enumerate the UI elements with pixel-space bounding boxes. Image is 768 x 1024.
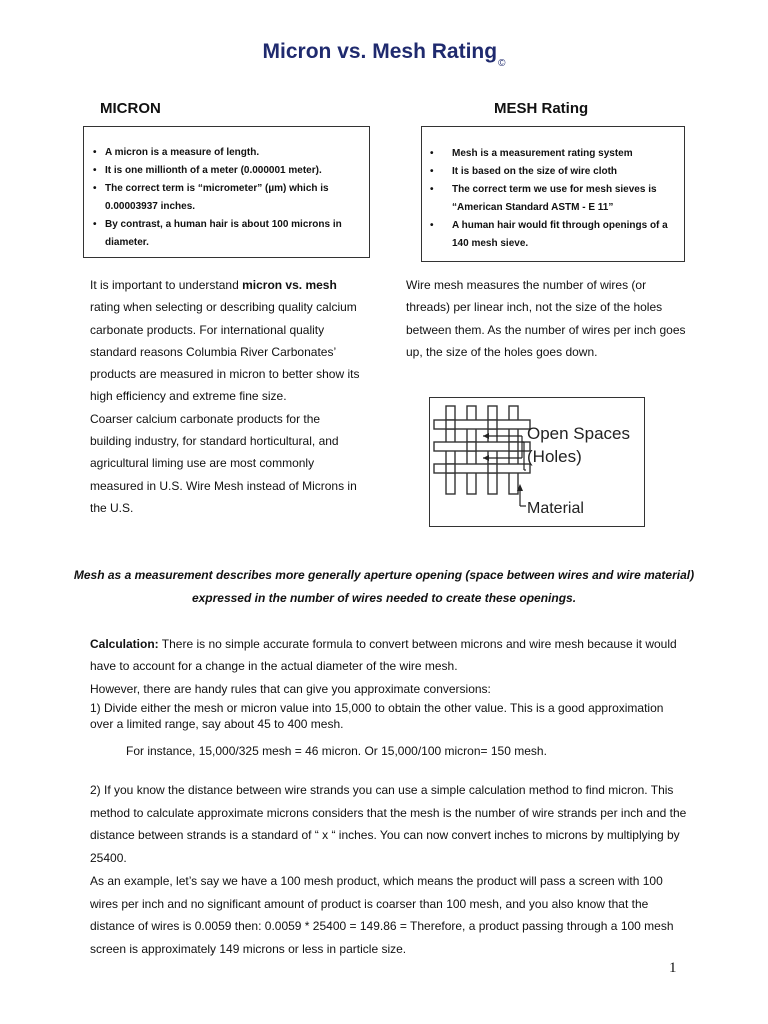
calculation-label: Calculation:	[90, 637, 159, 651]
wire-mesh-diagram	[429, 397, 645, 527]
micron-bullet: • A micron is a measure of length.	[93, 144, 361, 162]
handy-rules: However, there are handy rules that can give you approximate conversions:	[90, 681, 491, 696]
wire-mesh-illustration	[430, 398, 644, 526]
calculation-intro	[90, 633, 690, 678]
micron-explanation	[90, 274, 362, 519]
page-number: 1	[669, 960, 677, 976]
rule-two-section	[90, 779, 690, 961]
rule-one: 1) Divide either the mesh or micron value into 15,000 to obtain the other value. This is a good approximation over a limited range, say about 45 to 400 mesh.	[90, 700, 664, 731]
micron-bullet: • The correct term is “micrometer” (µm) which is 0.00003937 inches.	[93, 180, 361, 216]
micron-box	[83, 126, 370, 258]
calculation-text: There is no simple accurate formula to convert between microns and wire mesh because it would have to account for a change in the actual diameter of the wire mesh.	[90, 637, 677, 674]
intro-bold: micron vs. mesh	[242, 278, 337, 292]
coarser-text: Coarser calcium carbonate products for the building industry, for standard horticultural, and agricultural liming use are most commonly measured in U.S. Wire Mesh instead of Microns in the U.S.	[90, 411, 357, 515]
mesh-bullet: • The correct term we use for mesh sieves is “American Standard ASTM - E 11”	[430, 181, 676, 217]
copyright-symbol: ©	[498, 58, 506, 69]
rule-one-example: For instance, 15,000/325 mesh = 46 micron. Or 15,000/100 micron= 150 mesh.	[126, 744, 547, 758]
intro-rest: rating when selecting or describing quality calcium carbonate products. For international quality standard reasons Columbia River Carbonates’ products are measured in micron to better show its high efficiency and extreme fine size.	[90, 300, 360, 404]
material-label: Material	[527, 500, 584, 517]
mesh-heading: MESH Rating	[494, 100, 589, 117]
mesh-bullet: • It is based on the size of wire cloth	[430, 163, 676, 181]
micron-bullet: • By contrast, a human hair is about 100 microns in diameter.	[93, 216, 361, 252]
mesh-explanation: Wire mesh measures the number of wires (or threads) per linear inch, not the size of the holes between them. As the number of wires per inch goes up, the size of the holes goes down.	[406, 278, 686, 359]
mesh-bullet: • A human hair would fit through openings of a 140 mesh sieve.	[430, 217, 676, 253]
micron-bullet: • It is one millionth of a meter (0.000001 meter).	[93, 162, 361, 180]
holes-label: (Holes)	[527, 447, 582, 466]
calculation-section	[90, 633, 690, 732]
rule-two: 2) If you know the distance between wire strands you can use a simple calculation method to find micron. This method to calculate approximate microns considers that the mesh is the number of wire strands per inch and the distance between strands is a standard of “ x “ inches. You can now convert inches to microns by multiplying by 25400.	[90, 783, 687, 866]
mesh-box	[421, 126, 685, 262]
mesh-bullet: • Mesh is a measurement rating system	[430, 145, 676, 163]
open-spaces-label: Open Spaces	[527, 424, 631, 443]
intro-text: It is important to understand	[90, 278, 243, 292]
mesh-definition-note: Mesh as a measurement describes more generally aperture opening (space between wires and wire material) expressed in the number of wires needed to create these openings.	[73, 568, 695, 605]
rule-two-example: As an example, let’s say we have a 100 mesh product, which means the product will pass a screen with 100 wires per inch and no significant amount of product is coarser than 100 mesh, and you also know that the distance of wires is 0.0059 then: 0.0059 * 25400 = 149.86 = Therefore, a product passing through a 100 mesh screen is approximately 149 microns or less in particle size.	[90, 873, 674, 956]
micron-heading: MICRON	[100, 100, 161, 117]
page-title: Micron vs. Mesh Rating$_©$	[262, 40, 506, 69]
